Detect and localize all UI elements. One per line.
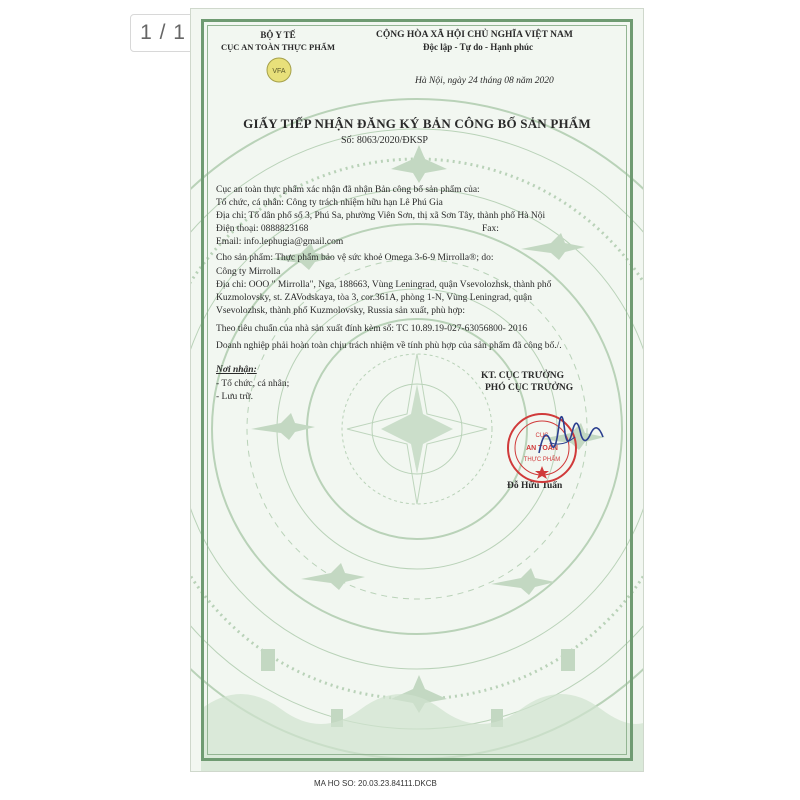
place-date: Hà Nội, ngày 24 tháng 08 năm 2020 [415,76,554,86]
recipient-item: - Lưu trữ. [216,392,253,402]
body-manufacturer-address-3: Vsevolozhsk, thành phố Kuzmolovsky, Russia sản xuất, phù hợp: [216,306,466,316]
certificate-document [190,8,644,772]
page-counter: 1 / 1 [130,14,196,52]
stamp-text-top: CỤC [535,433,549,439]
recipients-label: Nơi nhận: [216,365,257,375]
body-standard: Theo tiêu chuẩn của nhà sản xuất đính kèm số: TC 10.89.19-027-63056800- 2016 [216,324,528,334]
body-phone: Điện thoại: 0888823168 [216,224,309,234]
body-intro: Cục an toàn thực phẩm xác nhận đã nhận Bản công bố sản phẩm của: [216,185,480,195]
document-title: GIẤY TIẾP NHẬN ĐĂNG KÝ BẢN CÔNG BỐ SẢN PHẨM [243,116,591,131]
body-manufacturer: Công ty Mirrolla [216,267,281,277]
body-address: Địa chỉ: Tổ dân phố số 3, Phú Sa, phường Viên Sơn, thị xã Sơn Tây, thành phố Hà Nội [216,211,546,221]
body-product: Cho sản phẩm: Thực phẩm bảo vệ sức khoẻ Omega 3-6-9 Mirrolla®; do: [216,253,494,263]
logo-text: VFA [272,68,286,75]
document-number: Số: 8063/2020/ĐKSP [341,135,428,146]
signer-name: Đỗ Hữu Tuấn [507,481,563,491]
recipient-item: - Tổ chức, cá nhân; [216,379,290,389]
agency-name: CỤC AN TOÀN THỰC PHẨM [221,42,335,52]
body-fax: Fax: [482,224,499,234]
signer-role-1: KT. CỤC TRƯỞNG [481,371,564,381]
viewer-background [0,0,190,800]
stamp-text-mid: AN TOÀN [526,445,558,452]
body-responsibility: Doanh nghiệp phải hoàn toàn chịu trách nhiệm về tính phù hợp của sản phẩm đã công bố./. [216,341,562,351]
signer-role-2: PHÓ CỤC TRƯỞNG [485,383,574,393]
dossier-code: MA HO SO: 20.03.23.84111.DKCB [314,779,437,788]
motto: Độc lập - Tự do - Hạnh phúc [423,42,534,52]
signature [531,413,641,473]
ministry-name: BỘ Y TẾ [260,30,296,40]
body-organization: Tổ chức, cá nhân: Công ty trách nhiệm hữu hạn Lê Phú Gia [216,198,443,208]
stamp-text-bot: THỰC PHẨM [523,457,561,463]
republic-name: CỘNG HÒA XÃ HỘI CHỦ NGHĨA VIỆT NAM [376,30,573,40]
body-manufacturer-address-2: Kuzmolovsky, st. ZAVodskaya, tòa 3, cor.361A, phòng 1-N, Vùng Leningrad, quận [216,293,533,303]
body-manufacturer-address-1: Địa chỉ: OOO " Mirrolla", Nga, 188663, Vùng Leningrad, quận Vsevolozhsk, thành phố [216,280,552,290]
body-email: Email: info.lephugia@gmail.com [216,237,344,247]
